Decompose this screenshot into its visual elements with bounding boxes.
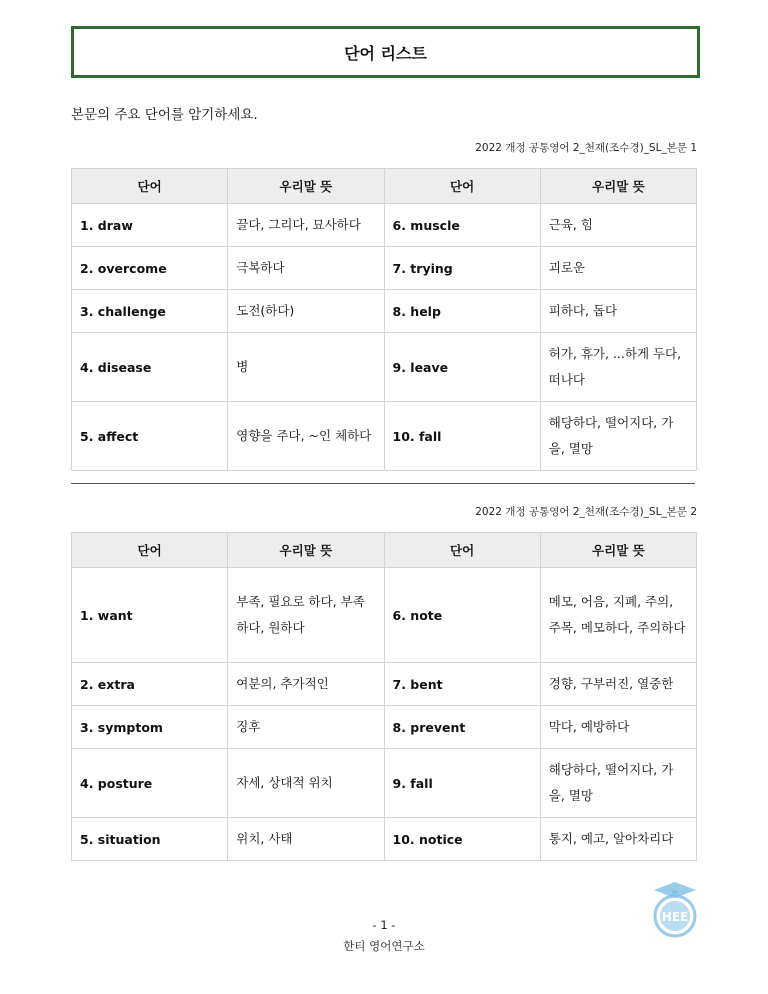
header-meaning: 우리말 뜻 bbox=[228, 169, 384, 204]
vocab-table-2 bbox=[71, 532, 697, 861]
word-cell: 2. extra bbox=[72, 663, 228, 706]
word-cell: 5. situation bbox=[72, 818, 228, 861]
word-cell: 4. posture bbox=[72, 749, 228, 818]
meaning-cell: 징후 bbox=[228, 706, 384, 749]
meaning-cell: 근육, 힘 bbox=[540, 204, 696, 247]
meaning-cell: 도전(하다) bbox=[228, 290, 384, 333]
header-word: 단어 bbox=[72, 533, 228, 568]
meaning-cell: 자세, 상대적 위치 bbox=[228, 749, 384, 818]
meaning-cell: 해당하다, 떨어지다, 가을, 멸망 bbox=[540, 402, 696, 471]
meaning-cell: 극복하다 bbox=[228, 247, 384, 290]
meaning-cell: 부족, 필요로 하다, 부족하다, 원하다 bbox=[228, 568, 384, 663]
word-cell: 9. fall bbox=[384, 749, 540, 818]
table-row bbox=[72, 749, 697, 818]
word-cell: 3. symptom bbox=[72, 706, 228, 749]
meaning-cell: 허가, 휴가, ...하게 두다, 떠나다 bbox=[540, 333, 696, 402]
word-cell: 4. disease bbox=[72, 333, 228, 402]
table-row bbox=[72, 333, 697, 402]
instruction-text: 본문의 주요 단어를 암기하세요. bbox=[71, 107, 258, 123]
meaning-cell: 병 bbox=[228, 333, 384, 402]
table-header-row bbox=[72, 533, 697, 568]
word-cell: 3. challenge bbox=[72, 290, 228, 333]
meaning-cell: 막다, 예방하다 bbox=[540, 706, 696, 749]
word-cell: 10. fall bbox=[384, 402, 540, 471]
meaning-cell: 위치, 사태 bbox=[228, 818, 384, 861]
source-label-2: 2022 개정 공통영어 2_천재(조수경)_SL_본문 2 bbox=[475, 506, 697, 518]
vocab-table-1 bbox=[71, 168, 697, 471]
meaning-cell: 여분의, 추가적인 bbox=[228, 663, 384, 706]
organization-name: 한티 영어연구소 bbox=[343, 939, 425, 953]
meaning-cell: 피하다, 돕다 bbox=[540, 290, 696, 333]
word-cell: 7. bent bbox=[384, 663, 540, 706]
word-cell: 7. trying bbox=[384, 247, 540, 290]
table-row bbox=[72, 247, 697, 290]
word-cell: 1. draw bbox=[72, 204, 228, 247]
word-cell: 5. affect bbox=[72, 402, 228, 471]
hee-logo-icon bbox=[650, 880, 700, 938]
header-word: 단어 bbox=[384, 533, 540, 568]
meaning-cell: 경향, 구부러진, 열중한 bbox=[540, 663, 696, 706]
word-cell: 8. prevent bbox=[384, 706, 540, 749]
meaning-cell: 영향을 주다, ~인 체하다 bbox=[228, 402, 384, 471]
table-row bbox=[72, 402, 697, 471]
table-header-row bbox=[72, 169, 697, 204]
source-label-1: 2022 개정 공통영어 2_천재(조수경)_SL_본문 1 bbox=[475, 142, 697, 154]
header-meaning: 우리말 뜻 bbox=[540, 169, 696, 204]
word-cell: 9. leave bbox=[384, 333, 540, 402]
word-cell: 6. muscle bbox=[384, 204, 540, 247]
section-divider bbox=[71, 483, 695, 484]
table-row bbox=[72, 663, 697, 706]
table-row bbox=[72, 290, 697, 333]
table-row bbox=[72, 568, 697, 663]
word-cell: 8. help bbox=[384, 290, 540, 333]
header-meaning: 우리말 뜻 bbox=[228, 533, 384, 568]
page-number: - 1 - bbox=[372, 918, 396, 932]
table-row bbox=[72, 204, 697, 247]
table-row bbox=[72, 706, 697, 749]
meaning-cell: 해당하다, 떨어지다, 가을, 멸망 bbox=[540, 749, 696, 818]
table-row bbox=[72, 818, 697, 861]
meaning-cell: 메모, 어음, 지폐, 주의, 주목, 메모하다, 주의하다 bbox=[540, 568, 696, 663]
word-cell: 10. notice bbox=[384, 818, 540, 861]
word-cell: 6. note bbox=[384, 568, 540, 663]
page-title: 단어 리스트 bbox=[71, 26, 700, 78]
meaning-cell: 통지, 예고, 알아차리다 bbox=[540, 818, 696, 861]
word-cell: 1. want bbox=[72, 568, 228, 663]
meaning-cell: 끌다, 그리다, 묘사하다 bbox=[228, 204, 384, 247]
header-word: 단어 bbox=[384, 169, 540, 204]
header-word: 단어 bbox=[72, 169, 228, 204]
word-cell: 2. overcome bbox=[72, 247, 228, 290]
meaning-cell: 괴로운 bbox=[540, 247, 696, 290]
svg-text:HEE: HEE bbox=[661, 910, 689, 924]
header-meaning: 우리말 뜻 bbox=[540, 533, 696, 568]
